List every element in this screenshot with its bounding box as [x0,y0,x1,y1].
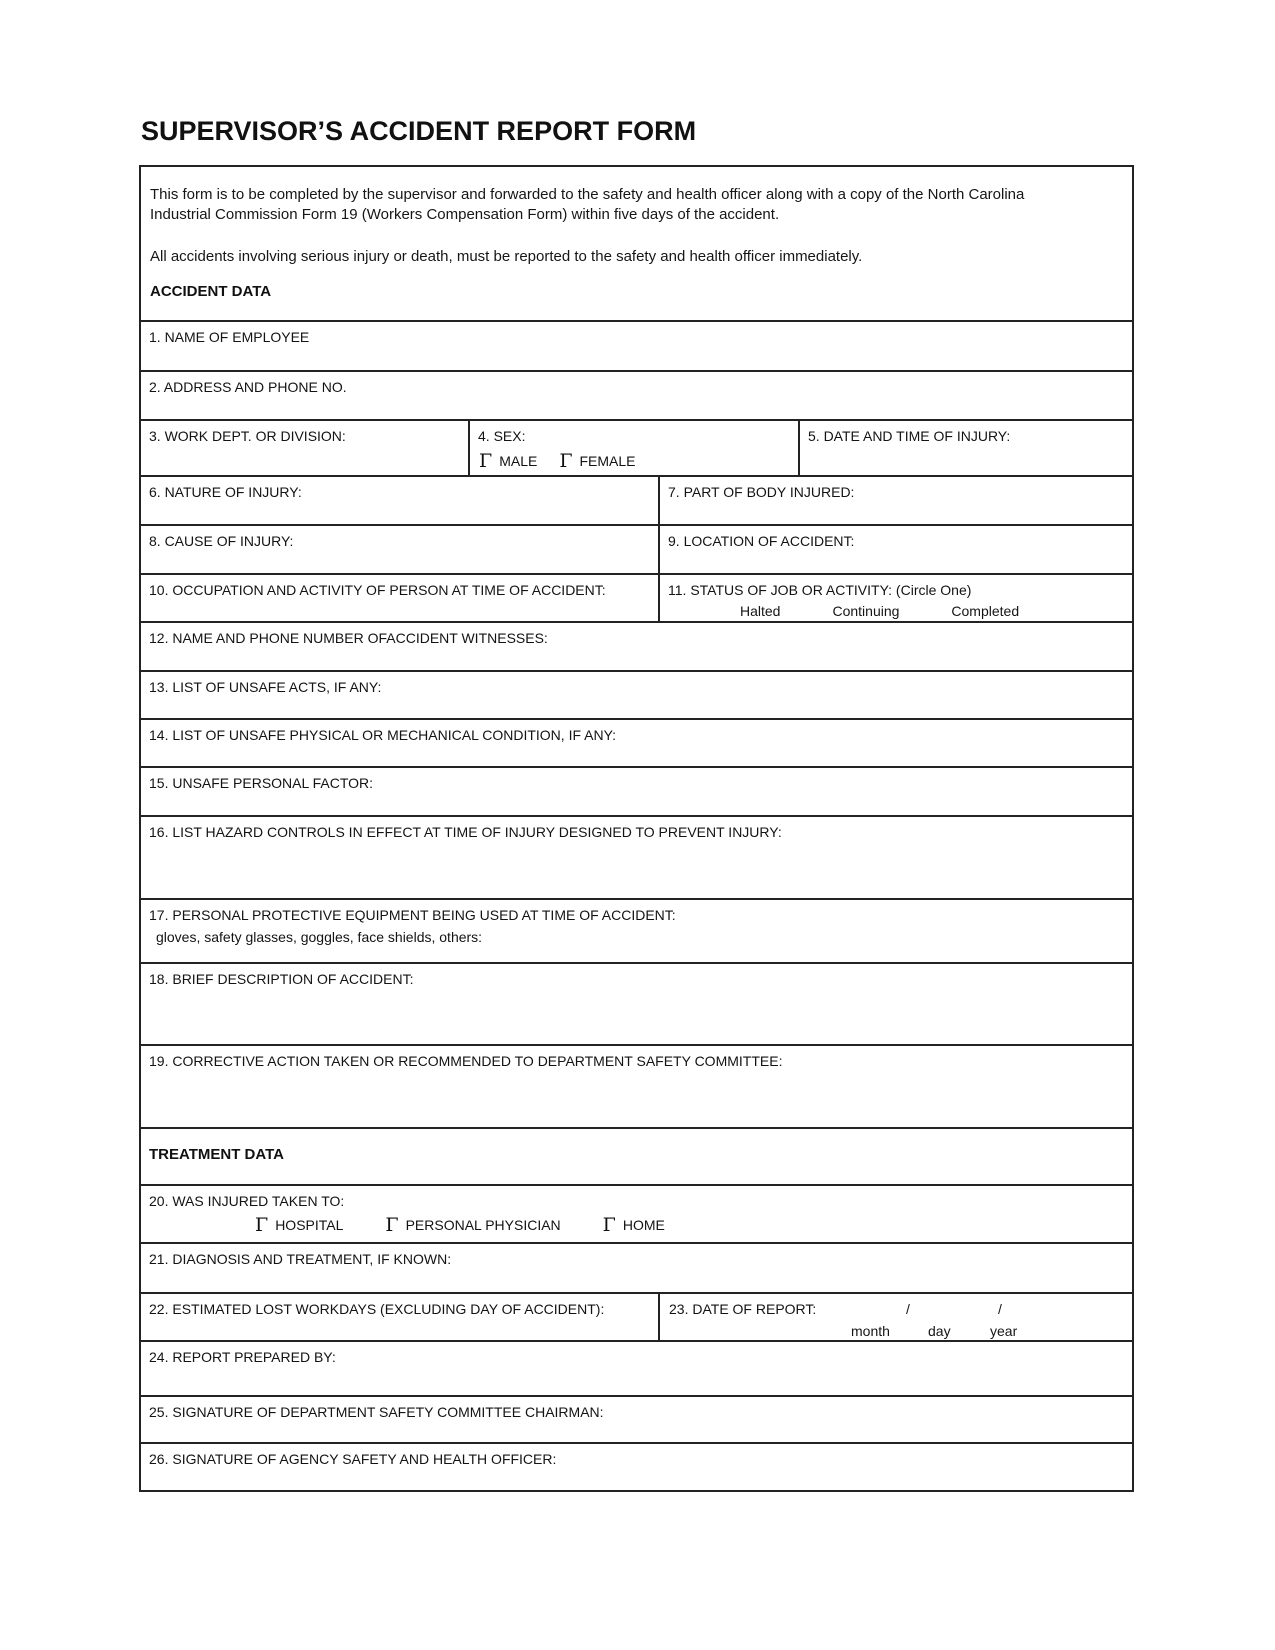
field-1-name-of-employee[interactable] [141,320,1132,370]
field-5-date-time-injury[interactable] [798,421,1132,475]
field-20-label: 20. WAS INJURED TAKEN TO: [149,1193,345,1209]
field-2-address-phone[interactable] [141,370,1132,419]
option-completed[interactable]: Completed [951,603,1020,619]
field-20-was-injured-taken-to[interactable] [141,1184,1132,1242]
field-11-label: 11. STATUS OF JOB OR ACTIVITY: (Circle One) [668,582,972,598]
field-8-cause-of-injury[interactable] [141,526,658,573]
field-18-brief-description[interactable] [141,962,1132,1044]
date-separator-2: / [998,1301,1002,1317]
option-hospital[interactable] [255,1214,344,1236]
field-12-witnesses[interactable] [141,621,1132,670]
option-home[interactable] [602,1214,665,1236]
checkbox-male-icon[interactable]: Γ [479,450,493,472]
field-14-label: 14. LIST OF UNSAFE PHYSICAL OR MECHANICAL CONDITION, IF ANY: [149,727,617,743]
option-female-label: FEMALE [579,453,636,469]
field-25-label: 25. SIGNATURE OF DEPARTMENT SAFETY COMMITTEE CHAIRMAN: [149,1404,604,1420]
row-workdays-date-of-report [141,1292,1132,1340]
row-cause-location [141,524,1132,573]
field-1-label: 1. NAME OF EMPLOYEE [149,329,310,345]
section-header-accident-data: ACCIDENT DATA [150,283,272,300]
field-19-corrective-action[interactable] [141,1044,1132,1127]
field-5-label: 5. DATE AND TIME OF INJURY: [808,428,1011,444]
row-work-sex-date [141,419,1132,475]
field-6-nature-of-injury[interactable] [141,477,658,524]
field-10-label: 10. OCCUPATION AND ACTIVITY OF PERSON AT TIME OF ACCIDENT: [149,582,606,598]
field-3-work-dept[interactable] [141,421,468,475]
option-halted[interactable]: Halted [740,603,781,619]
field-3-label: 3. WORK DEPT. OR DIVISION: [149,428,346,444]
treatment-data-label: TREATMENT DATA [149,1146,284,1163]
field-12-label: 12. NAME AND PHONE NUMBER OFACCIDENT WITNESSES: [149,630,548,646]
field-15-label: 15. UNSAFE PERSONAL FACTOR: [149,775,374,791]
field-21-label: 21. DIAGNOSIS AND TREATMENT, IF KNOWN: [149,1251,452,1267]
field-16-hazard-controls[interactable] [141,815,1132,898]
field-23-date-of-report[interactable] [658,1294,1132,1340]
option-hospital-label: HOSPITAL [275,1217,344,1233]
option-female[interactable] [559,450,636,472]
instructions-line-2: Industrial Commission Form 19 (Workers Compensation Form) within five days of the accident. [150,206,780,223]
section-header-treatment-data [141,1127,1132,1184]
field-23-label: 23. DATE OF REPORT: [669,1301,817,1317]
checkbox-home-icon[interactable]: Γ [602,1214,616,1236]
field-9-location-of-accident[interactable] [658,526,1132,573]
field-7-label: 7. PART OF BODY INJURED: [668,484,855,500]
field-22-label: 22. ESTIMATED LOST WORKDAYS (EXCLUDING DAY OF ACCIDENT): [149,1301,605,1317]
date-separator-1: / [906,1301,910,1317]
option-personal-physician-label: PERSONAL PHYSICIAN [405,1217,561,1233]
field-26-label: 26. SIGNATURE OF AGENCY SAFETY AND HEALTH OFFICER: [149,1451,557,1467]
field-19-label: 19. CORRECTIVE ACTION TAKEN OR RECOMMENDED TO DEPARTMENT SAFETY COMMITTEE: [149,1053,783,1069]
field-4-sex[interactable] [468,421,798,475]
field-14-unsafe-condition[interactable] [141,718,1132,766]
field-2-label: 2. ADDRESS AND PHONE NO. [149,379,347,395]
date-unit-month: month [851,1323,890,1339]
field-25-signature-committee-chairman[interactable] [141,1395,1132,1442]
field-7-part-of-body[interactable] [658,477,1132,524]
page-title: SUPERVISOR’S ACCIDENT REPORT FORM [141,116,697,146]
field-4-label: 4. SEX: [478,428,526,444]
option-male[interactable] [479,450,538,472]
field-13-unsafe-acts[interactable] [141,670,1132,718]
field-24-report-prepared-by[interactable] [141,1340,1132,1395]
field-17-protective-equipment[interactable] [141,898,1132,962]
row-occupation-status [141,573,1132,621]
instructions-line-1: This form is to be completed by the supervisor and forwarded to the safety and health officer along with a copy of the North Carolina [150,186,1025,203]
field-6-label: 6. NATURE OF INJURY: [149,484,302,500]
field-26-signature-safety-officer[interactable] [141,1442,1132,1490]
field-24-label: 24. REPORT PREPARED BY: [149,1349,336,1365]
field-21-diagnosis-treatment[interactable] [141,1242,1132,1292]
field-22-estimated-lost-workdays[interactable] [141,1294,658,1340]
option-home-label: HOME [622,1217,665,1233]
instructions-serious-injury: All accidents involving serious injury or death, must be reported to the safety and health officer immediately. [150,248,863,265]
field-9-label: 9. LOCATION OF ACCIDENT: [668,533,855,549]
checkbox-female-icon[interactable]: Γ [559,450,573,472]
date-unit-year: year [990,1323,1018,1339]
field-17-label: 17. PERSONAL PROTECTIVE EQUIPMENT BEING USED AT TIME OF ACCIDENT: [149,907,676,923]
field-11-status-of-job[interactable] [658,575,1132,621]
option-personal-physician[interactable] [385,1214,561,1236]
field-18-label: 18. BRIEF DESCRIPTION OF ACCIDENT: [149,971,414,987]
option-continuing[interactable]: Continuing [832,603,900,619]
form-instructions [141,167,1132,320]
checkbox-hospital-icon[interactable]: Γ [255,1214,269,1236]
field-16-label: 16. LIST HAZARD CONTROLS IN EFFECT AT TIME OF INJURY DESIGNED TO PREVENT INJURY: [149,824,782,840]
accident-report-form [139,165,1134,1492]
option-male-label: MALE [499,453,538,469]
date-unit-day: day [928,1323,951,1339]
field-17-examples: gloves, safety glasses, goggles, face shields, others: [156,929,483,945]
field-15-unsafe-personal-factor[interactable] [141,766,1132,815]
row-nature-part [141,475,1132,524]
field-10-occupation-activity[interactable] [141,575,658,621]
field-8-label: 8. CAUSE OF INJURY: [149,533,294,549]
field-13-label: 13. LIST OF UNSAFE ACTS, IF ANY: [149,679,382,695]
checkbox-personal-physician-icon[interactable]: Γ [385,1214,399,1236]
